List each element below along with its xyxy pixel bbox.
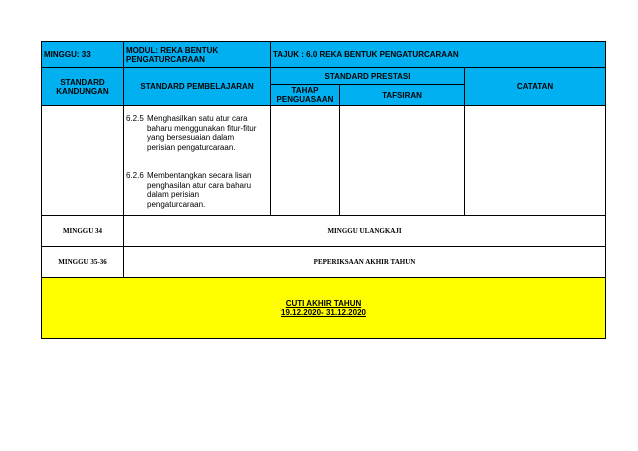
list-item bbox=[126, 114, 268, 152]
standard-prestasi-heading: STANDARD PRESTASI bbox=[271, 68, 465, 85]
standard-code: 6.2.5 bbox=[126, 114, 144, 123]
modul-cell: MODUL: REKA BENTUK PENGATURCARAAN bbox=[124, 42, 271, 68]
lesson-plan-table bbox=[41, 41, 606, 339]
week-cell: MINGGU 35-36 bbox=[42, 247, 124, 278]
activity-cell: MINGGU ULANGKAJI bbox=[124, 216, 606, 247]
holiday-dates: 19.12.2020- 31.12.2020 bbox=[281, 308, 366, 317]
standard-text: Menghasilkan satu atur cara baharu menggunakan fitur-fitur yang bersesuaian dalam perisian pengaturcaraan. bbox=[147, 114, 257, 152]
activity-cell: PEPERIKSAAN AKHIR TAHUN bbox=[124, 247, 606, 278]
standard-kandungan-heading: STANDARD KANDUNGAN bbox=[42, 68, 124, 106]
standard-list bbox=[126, 108, 268, 209]
header-row-mid bbox=[42, 68, 606, 85]
content-row bbox=[42, 106, 606, 216]
tahap-penguasaan-heading: TAHAP PENGUASAAN bbox=[271, 85, 340, 106]
standard-text: Membentangkan secara lisan penghasilan atur cara baharu dalam perisian pengaturcaraan. bbox=[147, 171, 252, 209]
standard-pembelajaran-heading: STANDARD PEMBELAJARAN bbox=[124, 68, 271, 106]
holiday-banner bbox=[42, 278, 606, 339]
tafsiran-cell bbox=[340, 106, 465, 216]
holiday-row bbox=[42, 278, 606, 339]
standard-pembelajaran-cell bbox=[124, 106, 271, 216]
minggu-cell: MINGGU: 33 bbox=[42, 42, 124, 68]
table-row bbox=[42, 216, 606, 247]
catatan-cell bbox=[465, 106, 606, 216]
catatan-heading: CATATAN bbox=[465, 68, 606, 106]
table-row bbox=[42, 247, 606, 278]
holiday-title: CUTI AKHIR TAHUN bbox=[285, 299, 362, 308]
list-item bbox=[126, 171, 268, 209]
tafsiran-heading: TAFSIRAN bbox=[340, 85, 465, 106]
header-row-top bbox=[42, 42, 606, 68]
standard-kandungan-cell bbox=[42, 106, 124, 216]
week-cell: MINGGU 34 bbox=[42, 216, 124, 247]
tahap-penguasaan-cell bbox=[271, 106, 340, 216]
standard-code: 6.2.6 bbox=[126, 171, 144, 180]
tajuk-cell: TAJUK : 6.0 REKA BENTUK PENGATURCARAAN bbox=[271, 42, 606, 68]
